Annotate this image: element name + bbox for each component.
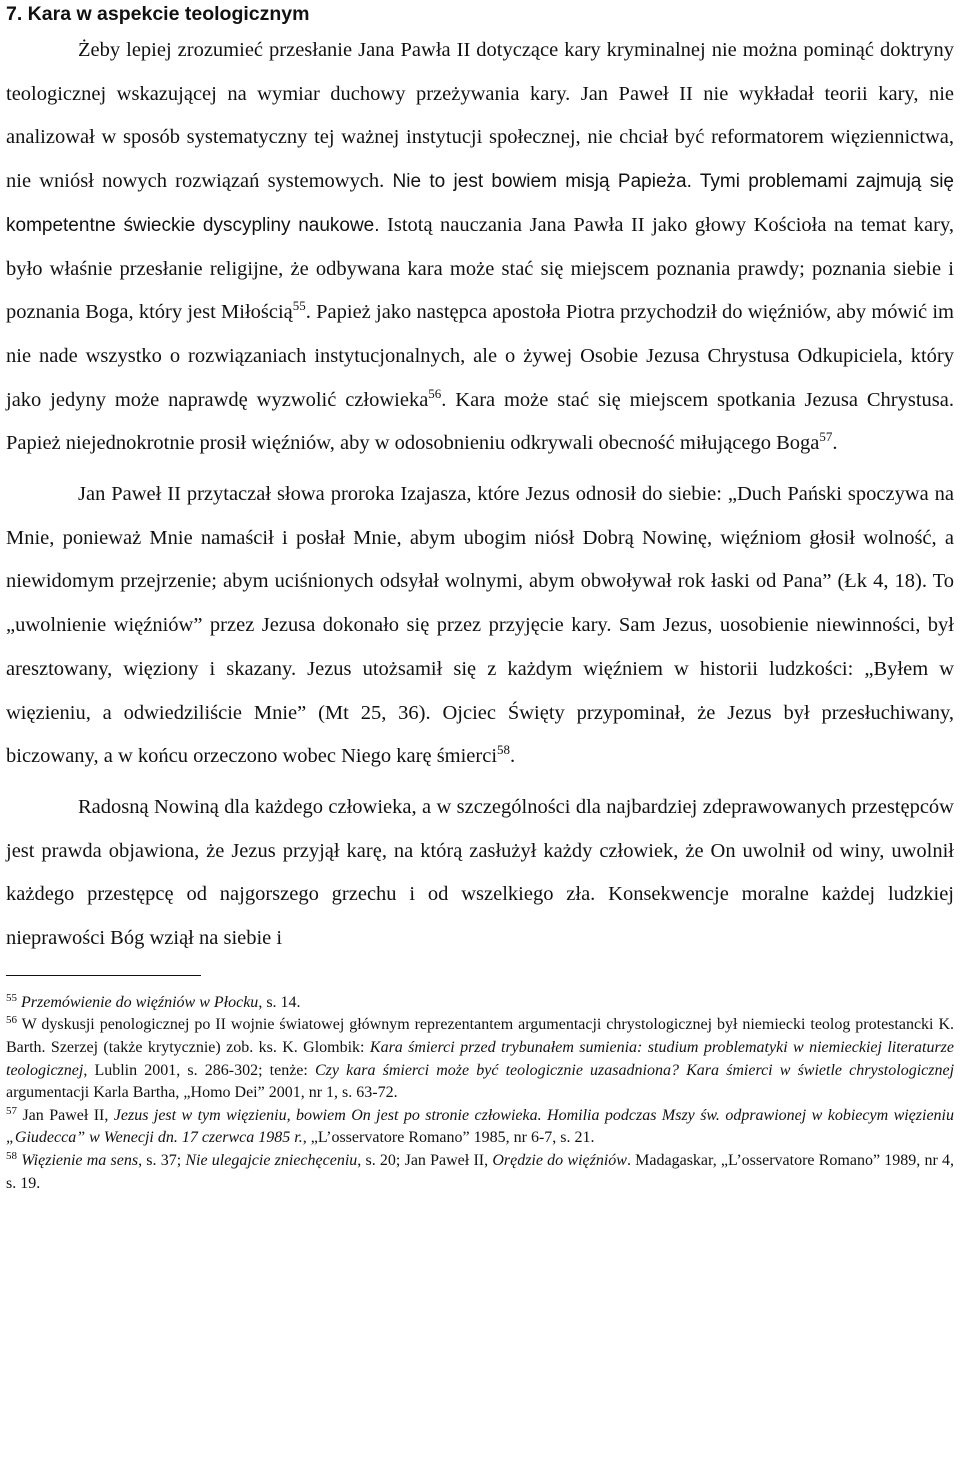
footnote-text: , s. 20; Jan Paweł II,: [357, 1151, 493, 1169]
p1-text-5: . Kara może stać się miejscem spotkania Jezusa Chrystusa. Papież niejednokrotnie prosił więźniów, aby w odosobnieniu odkrywali obecność miłującego Boga: [6, 388, 954, 455]
p1-text-4: . Papież jako następca apostoła Piotra przychodził do więźniów, aby mówić im nie nade wszystko o rozwiązaniach instytucjonalnych, ale o żywej Osobie Jezusa Chrystusa Odkupiciela, który jako jedyny może naprawdę wyzwolić człowieka: [6, 301, 954, 411]
footnote-text: , „L’osservatore Romano” 1985, nr 6-7, s. 21.: [302, 1129, 595, 1147]
footnote-ref-58[interactable]: 58: [497, 742, 511, 758]
footnote-separator: [6, 975, 201, 976]
footnote-title: Więzienie ma sens: [21, 1151, 139, 1169]
footnote-number: 57: [6, 1104, 17, 1117]
footnote-57: [6, 1105, 954, 1150]
footnote-title: Czy kara śmierci może być teologicznie uzasadniona? Kara śmierci w świetle chrystologicznej: [315, 1061, 955, 1079]
p2-text-2: .: [510, 745, 516, 768]
footnote-title: Orędzie do więźniów: [492, 1151, 627, 1169]
footnote-title: Kara śmierci przed trybunałem sumienia: studium problematyki w niemieckiej literaturze teologicznej: [6, 1038, 954, 1079]
footnote-number: 56: [6, 1014, 17, 1027]
footnote-ref-56[interactable]: 56: [428, 385, 442, 401]
footnote-56: [6, 1014, 954, 1104]
footnote-text: , s. 37;: [138, 1151, 186, 1169]
paragraph-2: [6, 473, 954, 779]
footnote-ref-55[interactable]: 55: [292, 298, 306, 314]
footnote-58: [6, 1150, 954, 1195]
footnote-text: , Lublin 2001, s. 286-302; tenże:: [83, 1061, 315, 1079]
main-text: [6, 29, 954, 961]
paragraph-3: [6, 786, 954, 961]
p2-text-1: Jan Paweł II przytaczał słowa proroka Izajasza, które Jezus odnosił do siebie: „Duch Pański spoczywa na Mnie, ponieważ Mnie namaścił i posłał Mnie, abym ubogim niósł Dobrą Nowinę, więźniom głosił wolność, a niewidomym przejrzenie; abym uciśnionych odsyłał wolnymi, abym obwoływał rok łaski od Pana” (Łk 4, 18). To „uwolnienie więźniów” przez Jezusa dokonało się przez przyjęcie kary. Sam Jezus, uosobienie niewinności, był aresztowany, więziony i skazany. Jezus utożsamił się z każdym więźniem w historii ludzkości: „Byłem w więzieniu, a odwiedziliście Mnie” (Mt 25, 36). Ojciec Święty przypominał, że Jezus był przesłuchiwany, biczowany, a w końcu orzeczono wobec Niego karę śmierci: [6, 483, 954, 768]
section-heading: 7. Kara w aspekcie teologicznym: [6, 3, 310, 25]
footnote-text: . Madagaskar, „L’osservatore Romano” 1989, nr 4, s. 19.: [6, 1151, 955, 1192]
footnote-number: 55: [6, 991, 17, 1004]
footnote-title: Przemówienie do więźniów w Płocku: [21, 993, 259, 1011]
p1-text-6: .: [832, 432, 838, 455]
footnote-title: Jezus jest w tym więzieniu, bowiem On jest po stronie człowieka. Homilia podczas Mszy św. odprawionej w kobiecym więzieniu „Giudecca” w Wenecji dn. 17 czerwca 1985 r.: [6, 1106, 955, 1147]
paragraph-1: [6, 29, 954, 466]
footnote-number: 58: [6, 1149, 17, 1162]
footnote-55: [6, 992, 954, 1015]
footnote-text: , s. 14.: [258, 993, 301, 1011]
footnote-text: argumentacji Karla Bartha, „Homo Dei” 2001, nr 1, s. 63-72.: [6, 1084, 398, 1102]
p1-text-3: Istotą nauczania Jana Pawła II jako głowy Kościoła na temat kary, było właśnie przesłanie religijne, że odbywana kara może stać się miejscem poznania prawdy; poznania siebie i poznania Boga, który jest Miłością: [6, 213, 954, 324]
footnote-title: Nie ulegajcie zniechęceniu: [185, 1151, 358, 1169]
footnote-text: Jan Paweł II,: [22, 1106, 114, 1124]
document-page: [6, 0, 954, 1195]
footnote-text: W dyskusji penologicznej po II wojnie światowej głównym reprezentantem argumentacji chrystologicznej był niemiecki teolog protestancki K. Barth. Szerzej (także krytycznie) zob. ks. K. Glombik:: [6, 1016, 954, 1056]
p1-text-2: Nie to jest bowiem misją Papieża. Tymi problemami zajmują się kompetentne świeckie dyscypliny naukowe.: [6, 171, 954, 236]
p3-text-1: Radosną Nowiną dla każdego człowieka, a w szczególności dla najbardziej zdeprawowanych przestępców jest prawda objawiona, że Jezus przyjął karę, na którą zasłużył każdy człowiek, że On uwolnił od winy, uwolnił każdego przestępcę od najgorszego grzechu i od wszelkiego zła. Konsekwencje moralne każdej ludzkiej nieprawości Bóg wziął na siebie i: [6, 795, 954, 950]
p1-text-1: Żeby lepiej zrozumieć przesłanie Jana Pawła II dotyczące kary kryminalnej nie można pominąć doktryny teologicznej wskazującej na wymiar duchowy przeżywania kary. Jan Paweł II nie wykładał teorii kary, nie analizował w sposób systematyczny tej ważnej instytucji społecznej, nie chciał być reformatorem więziennictwa, nie wniósł nowych rozwiązań systemowych.: [6, 39, 954, 193]
footnotes: [6, 992, 954, 1195]
footnote-ref-57[interactable]: 57: [819, 429, 833, 445]
